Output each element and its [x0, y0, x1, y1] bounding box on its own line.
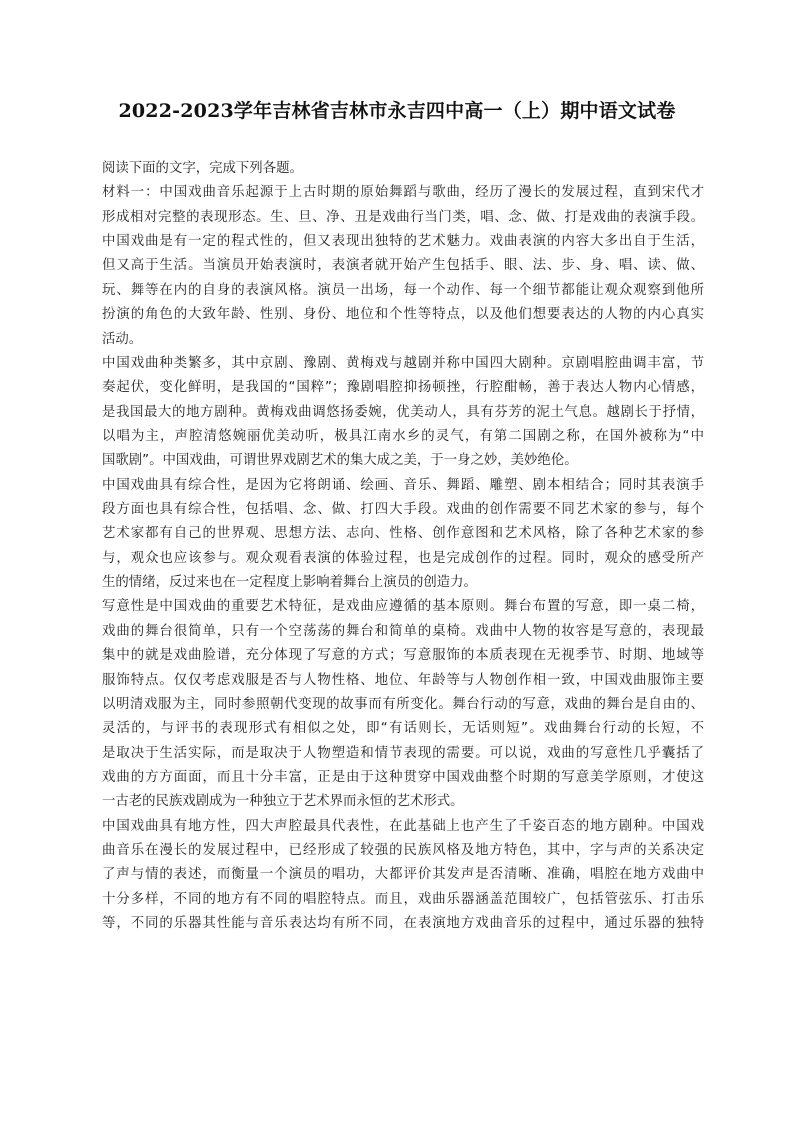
text-line: 以明清戏服为主，同时参照朝代变现的故事而有所变化。舞台行动的写意，戏曲的舞台是自由的、	[102, 696, 704, 712]
text-line: 写意性是中国戏曲的重要艺术特征，是戏曲应遵循的基本原则。舞台布置的写意，即一桌二椅，	[102, 599, 704, 615]
text-line: 但又高于生活。当演员开始表演时，表演者就开始产生包括手、眼、法、步、身、唱、读、做、	[102, 258, 704, 274]
text-line: 阅读下面的文字，完成下列各题。	[102, 161, 303, 176]
text-line: 奏起伏，变化鲜明，是我国的“国粹”；豫剧唱腔抑扬顿挫，行腔酣畅，善于表达人物内心情感，	[102, 380, 704, 396]
text-line: 中国戏曲种类繁多，其中京剧、豫剧、黄梅戏与越剧并称中国四大剧种。京剧唱腔曲调丰富，节	[102, 355, 704, 371]
text-line: 中国戏曲具有综合性，是因为它将朗诵、绘画、音乐、舞蹈、雕塑、剧本相结合；同时其表演手	[102, 477, 704, 493]
text-line: 活动。	[102, 331, 143, 347]
text-line: 是我国最大的地方剧种。黄梅戏曲调悠扬委婉，优美动人，具有芬芳的泥土气息。越剧长于抒情，	[102, 404, 704, 420]
text-line: 集中的就是戏曲脸谱，充分体现了写意的方式；写意服饰的本质表现在无视季节、时期、地域等	[102, 648, 704, 664]
text-line: 玩、舞等在内的自身的表演风格。演员一出场，每一个动作、每一个细节都能让观众观察到他所	[102, 282, 704, 298]
text-line: 戏曲的舞台很简单，只有一个空荡荡的舞台和简单的桌椅。戏曲中人物的妆容是写意的，表现最	[102, 623, 704, 639]
text-line: 十分多样，不同的地方有不同的唱腔特点。而且，戏曲乐器涵盖范围较广，包括管弦乐、打击乐	[102, 891, 704, 907]
article-body	[102, 157, 704, 937]
text-line: 灵活的，与评书的表现形式有相似之处，即“有话则长，无话则短”。戏曲舞台行动的长短，不	[102, 721, 704, 737]
text-line: 与，观众也应该参与。观众观看表演的体验过程，也是完成创作的过程。同时，观众的感受所产	[102, 550, 704, 566]
text-line: 中国戏曲是有一定的程式性的，但又表现出独特的艺术魅力。戏曲表演的内容大多出自于生活，	[102, 234, 704, 250]
text-line: 扮演的角色的大致年龄、性别、身份、地位和个性等特点，以及他们想要表达的人物的内心真实	[102, 307, 704, 323]
text-line: 国歌剧”。中国戏曲，可谓世界戏剧艺术的集大成之美，于一身之妙，美妙绝伦。	[102, 453, 578, 469]
text-line: 服饰特点。仅仅考虑戏服是否与人物性格、地位、年龄等与人物创作相一致，中国戏曲服饰主要	[102, 672, 704, 688]
text-line: 了声与情的表述，而衡量一个演员的唱功，大都评价其发声是否清晰、准确，唱腔在地方戏曲中	[102, 867, 704, 883]
text-line: 曲音乐在漫长的发展过程中，已经形成了较强的民族风格及地方特色，其中，字与声的关系决定	[102, 843, 704, 859]
text-line: 是取决于生活实际，而是取决于人物塑造和情节表现的需要。可以说，戏曲的写意性几乎囊括了	[102, 745, 704, 761]
text-line: 一古老的民族戏剧成为一种独立于艺术界而永恒的艺术形式。	[102, 794, 464, 810]
text-line: 生的情绪，反过来也在一定程度上影响着舞台上演员的创造力。	[102, 575, 477, 591]
text-line: 艺术家都有自己的世界观、思想方法、志向、性格、创作意图和艺术风格，除了各种艺术家的参	[102, 526, 704, 542]
text-line: 形成相对完整的表现形态。生、旦、净、丑是戏曲行当门类，唱、念、做、打是戏曲的表演手段。	[102, 209, 704, 225]
page-title: 2022-2023学年吉林省吉林市永吉四中高一（上）期中语文试卷	[118, 100, 676, 122]
text-line: 材料一：中国戏曲音乐起源于上古时期的原始舞蹈与歌曲，经历了漫长的发展过程，直到宋代才	[102, 185, 704, 201]
text-line: 中国戏曲具有地方性，四大声腔最具代表性，在此基础上也产生了千姿百态的地方剧种。中国戏	[102, 818, 704, 834]
text-line: 戏曲的方方面面，而且十分丰富，正是由于这种贯穿中国戏曲整个时期的写意美学原则，才使这	[102, 769, 704, 785]
text-line: 以唱为主，声腔清悠婉丽优美动听，极具江南水乡的灵气，有第二国剧之称，在国外被称为“中	[102, 428, 704, 444]
text-line: 等，不同的乐器其性能与音乐表达均有所不同，在表演地方戏曲音乐的过程中，通过乐器的独特	[102, 916, 704, 932]
text-line: 段方面也具有综合性，包括唱、念、做、打四大手段。戏曲的创作需要不同艺术家的参与，每个	[102, 502, 704, 518]
